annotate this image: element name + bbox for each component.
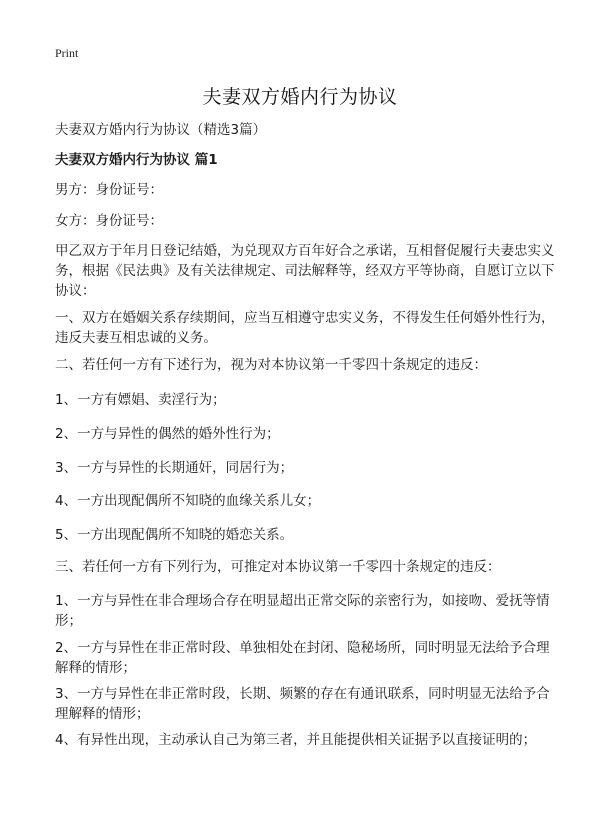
print-link[interactable]: Print — [55, 46, 79, 60]
paragraph-clause-3: 三、若任何一方有下列行为，可推定对本协议第一千零四十条规定的违反： — [55, 559, 501, 575]
list-item: 1、一方有嫖娼、卖淫行为； — [55, 392, 226, 408]
paragraph-female-party: 女方：身份证号： — [55, 213, 163, 229]
list-item: 4、有异性出现，主动承认自己为第三者，并且能提供相关证据予以直接证明的； — [55, 732, 537, 748]
paragraph-clause-2: 二、若任何一方有下述行为，视为对本协议第一千零四十条规定的违反： — [55, 357, 487, 373]
list-item: 3、一方与异性的长期通奸，同居行为； — [55, 460, 294, 476]
document-subtitle: 夫妻双方婚内行为协议（精选3篇） — [55, 122, 267, 138]
paragraph-preamble: 甲乙双方于年月日登记结婚，为兑现双方百年好合之承诺，互相督促履行夫妻忠实义务，根据《民法典》及有关法律规定、司法解释等，经双方平等协商，自愿订立以下协议： — [55, 243, 555, 299]
list-item: 2、一方与异性在非正常时段、单独相处在封闭、隐秘场所，同时明显无法给予合理解释的情形； — [55, 640, 550, 676]
list-item: 4、一方出现配偶所不知晓的血缘关系儿女； — [55, 493, 321, 509]
list-item: 2、一方与异性的偶然的婚外性行为； — [55, 426, 280, 442]
section-heading: 夫妻双方婚内行为协议 篇1 — [55, 152, 218, 168]
paragraph-male-party: 男方：身份证号： — [55, 182, 163, 198]
list-item: 1、一方与异性在非合理场合存在明显超出正常交际的亲密行为，如接吻、爱抚等情形； — [55, 593, 550, 629]
list-item: 3、一方与异性在非正常时段，长期、频繁的存在有通讯联系，同时明显无法给予合理解释的情形； — [55, 686, 550, 722]
list-item: 5、一方出现配偶所不知晓的婚恋关系。 — [55, 527, 294, 543]
page-title: 夫妻双方婚内行为协议 — [202, 86, 398, 108]
paragraph-clause-1: 一、双方在婚姻关系存续期间，应当互相遵守忠实义务，不得发生任何婚外性行为，违反夫妻互相忠诚的义务。 — [55, 310, 555, 346]
